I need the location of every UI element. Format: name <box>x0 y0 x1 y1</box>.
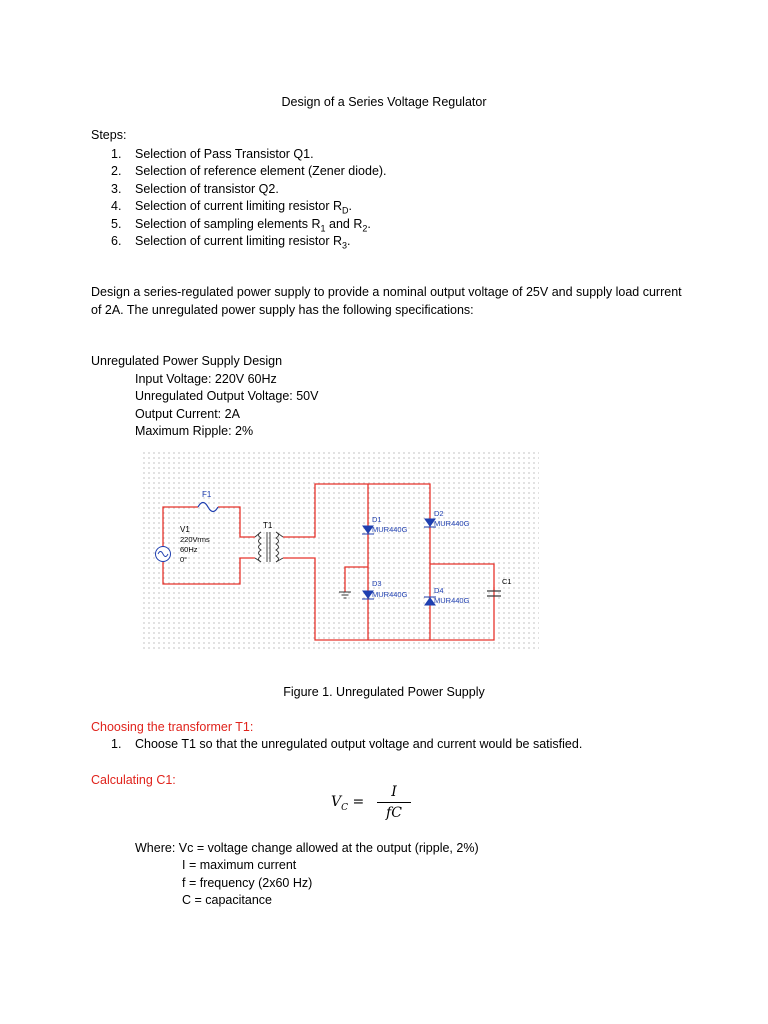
schematic-grid <box>143 452 539 652</box>
steps-list <box>111 146 387 250</box>
formula-equals: = <box>352 794 365 810</box>
step-text: Selection of reference element (Zener diode). <box>135 164 387 179</box>
d3-label: D3 <box>372 579 382 588</box>
step-text-rest: and R <box>325 216 363 231</box>
d1-part: MUR440G <box>372 525 408 534</box>
c1-heading: Calculating C1: <box>91 773 176 787</box>
step-text: Selection of Pass Transistor Q1. <box>135 147 314 161</box>
transformer-label: T1 <box>263 521 273 530</box>
formula-denominator: fC <box>386 805 402 821</box>
step-text: Selection of transistor Q2. <box>135 181 279 196</box>
step-number: 6. <box>111 233 122 248</box>
source-phase: 0° <box>180 555 188 564</box>
step-subscript: 1 <box>320 223 326 234</box>
where-definitions <box>135 840 479 910</box>
spec-item: Output Current: 2A <box>135 406 240 421</box>
step-number: 3. <box>111 181 122 196</box>
formula-lhs: V <box>331 794 342 810</box>
d2-label: D2 <box>434 509 444 518</box>
d2-part: MUR440G <box>434 519 470 528</box>
design-paragraph: Design a series-regulated power supply to provide a nominal output voltage of 25V and supply load current of 2A. The unregulated power supply has the following specifications: <box>91 285 682 317</box>
step-text: Selection of current limiting resistor R <box>135 233 343 248</box>
step-number: 1. <box>111 147 122 161</box>
steps-heading: Steps: <box>91 128 127 142</box>
definition-line: C = capacitance <box>182 893 272 908</box>
step-subscript: 2 <box>362 223 368 234</box>
step-item <box>111 163 387 180</box>
figure-caption: Figure 1. Unregulated Power Supply <box>283 685 485 699</box>
unregulated-heading: Unregulated Power Supply Design <box>91 354 283 368</box>
step-number: 1. <box>111 737 122 751</box>
step-text: Selection of current limiting resistor R <box>135 199 343 214</box>
spec-item: Unregulated Output Voltage: 50V <box>135 389 319 404</box>
capacitor-label: C1 <box>502 577 512 586</box>
step-number: 5. <box>111 216 122 231</box>
d4-label: D4 <box>434 586 444 595</box>
fraction-bar <box>377 802 411 803</box>
formula-numerator: I <box>391 784 397 800</box>
step-subscript: D <box>342 205 349 216</box>
spec-item: Maximum Ripple: 2% <box>135 424 254 439</box>
definition-line: f = frequency (2x60 Hz) <box>182 875 313 890</box>
d1-label: D1 <box>372 515 382 524</box>
spec-item: Input Voltage: 220V 60Hz <box>135 372 277 386</box>
fuse-label: F1 <box>202 490 212 499</box>
formula-lhs-subscript: C <box>341 802 349 813</box>
step-subscript: 3 <box>342 240 348 251</box>
step-item <box>111 146 387 163</box>
step-item <box>111 181 387 198</box>
source-label: V1 <box>180 525 190 534</box>
step-text: Choose T1 so that the unregulated output voltage and current would be satisfied. <box>135 737 583 751</box>
circuit-schematic <box>143 452 539 652</box>
formula-fraction <box>377 784 411 821</box>
transformer-heading: Choosing the transformer T1: <box>91 720 254 734</box>
d3-part: MUR440G <box>372 590 408 599</box>
transformer-step <box>111 737 582 751</box>
step-text: Selection of sampling elements R <box>135 216 321 231</box>
step-number: 2. <box>111 164 122 179</box>
document-title: Design of a Series Voltage Regulator <box>281 95 487 109</box>
definition-line: Where: Vc = voltage change allowed at the output (ripple, 2%) <box>135 841 479 855</box>
step-text-rest: . <box>367 216 371 231</box>
step-text-rest: . <box>348 199 353 214</box>
d4-part: MUR440G <box>434 596 470 605</box>
step-text-rest: . <box>347 233 351 248</box>
step-item <box>111 216 387 233</box>
step-item <box>111 233 387 250</box>
step-item <box>111 198 387 215</box>
source-frequency: 60Hz <box>180 545 198 554</box>
source-voltage: 220Vrms <box>180 535 210 544</box>
step-number: 4. <box>111 199 122 214</box>
definition-line: I = maximum current <box>182 858 297 873</box>
spec-list <box>135 371 318 441</box>
